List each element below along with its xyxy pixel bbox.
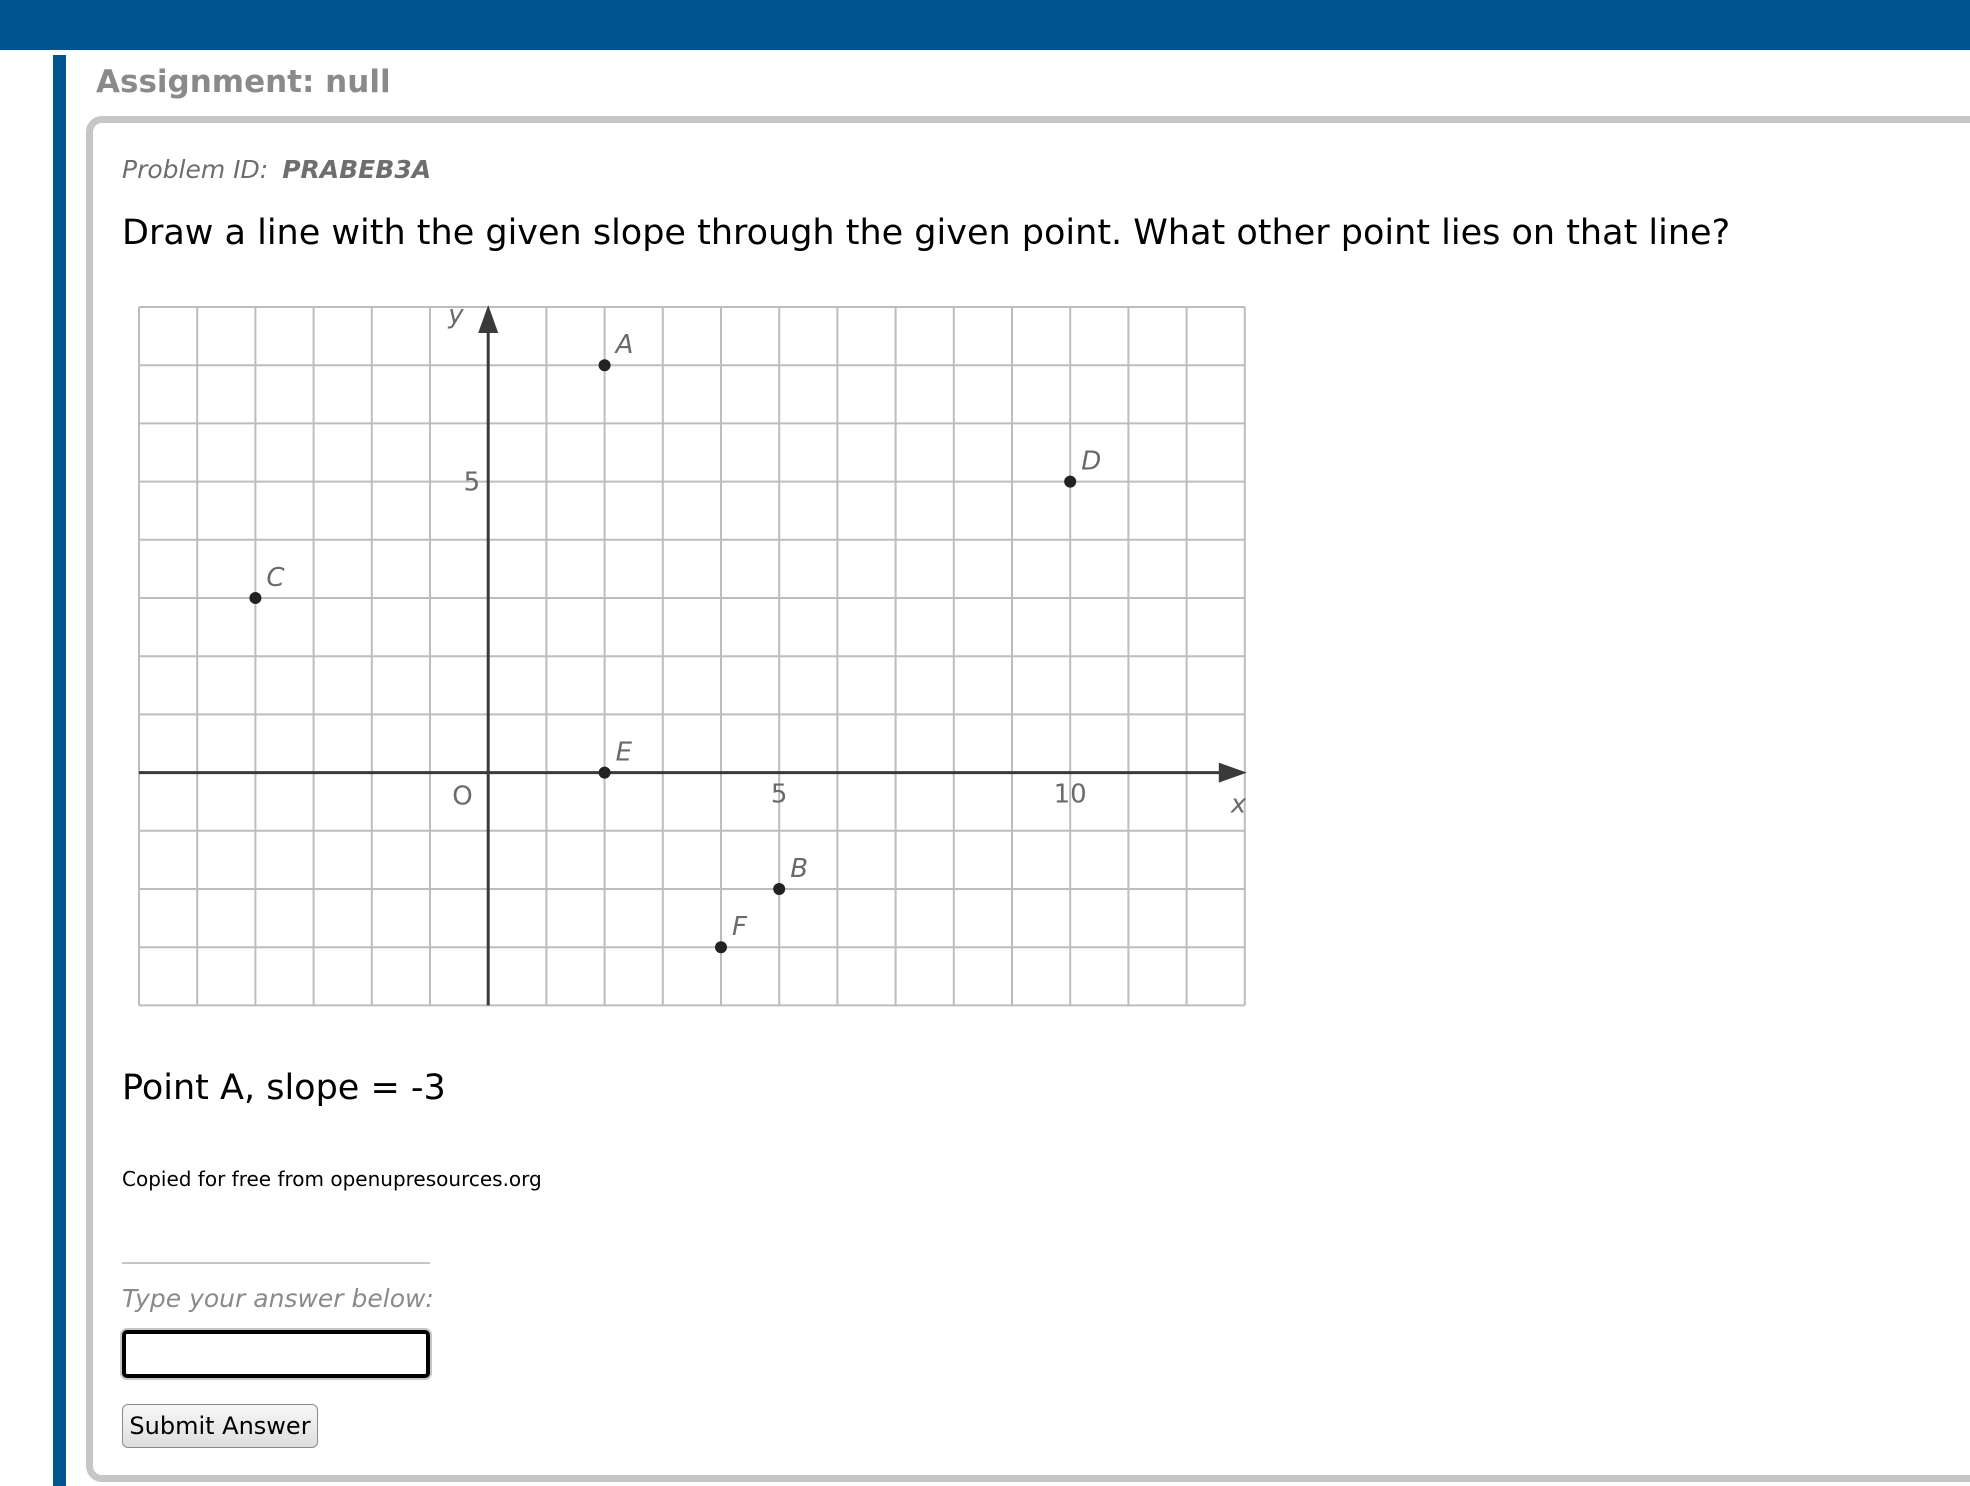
answer-label: Type your answer below: — [122, 1284, 434, 1313]
point-d-label: D — [1081, 446, 1102, 477]
x-tick-label: 5 — [770, 779, 788, 810]
problem-id-label: Problem ID: — [122, 155, 269, 184]
answer-separator — [122, 1262, 430, 1264]
point-c-marker — [249, 592, 261, 604]
given-point-slope: Point A, slope = -3 — [122, 1068, 446, 1108]
attribution-text: Copied for free from openupresources.org — [122, 1167, 542, 1191]
problem-id — [122, 155, 431, 184]
axes — [139, 300, 1247, 1005]
submit-answer-button[interactable]: Submit Answer — [122, 1404, 318, 1448]
grid-lines — [139, 307, 1245, 1005]
point-c-label: C — [266, 563, 285, 593]
top-header-bar — [0, 0, 1970, 50]
point-a-marker — [599, 359, 611, 371]
point-f-label: F — [732, 912, 747, 943]
point-b-marker — [773, 883, 785, 895]
coordinate-grid — [130, 295, 1250, 1015]
x-axis-arrow — [1219, 763, 1247, 783]
answer-input[interactable] — [122, 1330, 430, 1378]
problem-id-value: PRABEB3A — [282, 155, 432, 184]
point-e-label: E — [615, 737, 633, 768]
point-e-marker — [599, 767, 611, 779]
assignment-title: Assignment: null — [96, 64, 391, 100]
x-axis-label: x — [1230, 789, 1247, 820]
point-f-marker — [715, 941, 727, 953]
x-tick-label: 10 — [1053, 779, 1087, 810]
point-d-marker — [1064, 476, 1076, 488]
y-axis-arrow — [478, 305, 498, 333]
left-accent-bar — [53, 55, 66, 1486]
origin-label: O — [452, 781, 473, 812]
y-tick-label: 5 — [463, 467, 481, 498]
question-text: Draw a line with the given slope through the given point. What other point lies on that line? — [122, 213, 1731, 253]
point-b-label: B — [790, 854, 809, 884]
y-axis-label: y — [448, 300, 464, 330]
point-a-label: A — [615, 330, 634, 361]
